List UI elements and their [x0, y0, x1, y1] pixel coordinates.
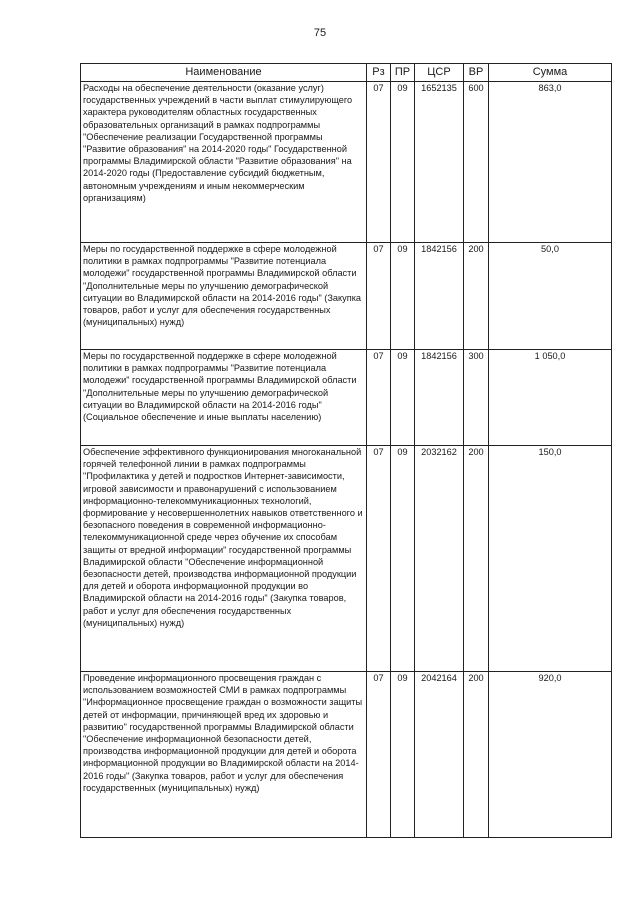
table-header-row [81, 64, 612, 82]
cell-name: Обеспечение эффективного функционирования многоканальной горячей телефонной линии в рамках подпрограммы "Профилактика у детей и подростков Интернет-зависимости, игровой зависимости и правонарушений с использованием информационно-телекоммуникационных технологий, формирование у несовершеннолетних навыков ответственного и безопасного поведения в современной информационно-телекоммуникационной среде через обучение их способам защиты от вредной информации" государственной программы Владимирской области "Обеспечение информационной безопасности детей, производства информационной продукции для детей и оборота информационной продукции во Владимирской области на 2014-2016 годы" (Закупка товаров, работ и услуг для обеспечения государственных (муниципальных) нужд) [81, 446, 367, 672]
table-row [81, 82, 612, 243]
cell-pr: 09 [391, 446, 415, 672]
cell-name: Меры по государственной поддержке в сфере молодежной политики в рамках подпрограммы "Развитие потенциала молодежи" государственной программы Владимирской области "Дополнительные меры по улучшению демографической ситуации во Владимирской области на 2014-2016 годы" (Закупка товаров, работ и услуг для обеспечения государственных (муниципальных) нужд) [81, 243, 367, 350]
header-sum: Сумма [489, 64, 612, 82]
cell-sum: 150,0 [489, 446, 612, 672]
cell-pr: 09 [391, 82, 415, 243]
cell-rz: 07 [367, 243, 391, 350]
header-name: Наименование [81, 64, 367, 82]
table-row [81, 350, 612, 446]
cell-rz: 07 [367, 350, 391, 446]
cell-sum: 1 050,0 [489, 350, 612, 446]
page-number: 75 [313, 27, 327, 39]
cell-csr: 1842156 [415, 243, 464, 350]
cell-vr: 300 [464, 350, 489, 446]
cell-vr: 200 [464, 672, 489, 838]
cell-name: Меры по государственной поддержке в сфере молодежной политики в рамках подпрограммы "Развитие потенциала молодежи" государственной программы Владимирской области "Дополнительные меры по улучшению демографической ситуации во Владимирской области на 2014-2016 годы" (Социальное обеспечение и иные выплаты населению) [81, 350, 367, 446]
table-row [81, 446, 612, 672]
cell-sum: 920,0 [489, 672, 612, 838]
cell-vr: 200 [464, 243, 489, 350]
cell-name: Расходы на обеспечение деятельности (оказание услуг) государственных учреждений в части выплат стимулирующего характера руководителям областных государственных образовательных организаций в рамках подпрограммы "Обеспечение реализации Государственной программы "Развитие образования" на 2014-2020 годы" Государственной программы Владимирской области "Развитие образования" на 2014-2020 годы (Предоставление субсидий бюджетным, автономным учреждениям и иным некоммерческим организациям) [81, 82, 367, 243]
budget-table [80, 63, 612, 838]
cell-pr: 09 [391, 243, 415, 350]
cell-csr: 2032162 [415, 446, 464, 672]
cell-rz: 07 [367, 446, 391, 672]
header-rz: Рз [367, 64, 391, 82]
header-pr: ПР [391, 64, 415, 82]
cell-pr: 09 [391, 350, 415, 446]
table-row [81, 243, 612, 350]
cell-pr: 09 [391, 672, 415, 838]
cell-sum: 863,0 [489, 82, 612, 243]
cell-name: Проведение информационного просвещения граждан с использованием возможностей СМИ в рамках подпрограммы "Информационное просвещение граждан о возможности защиты детей от информации, причиняющей вред их здоровью и развитию" государственной программы Владимирской области "Обеспечение информационной безопасности детей, производства информационной продукции для детей и оборота информационной продукции во Владимирской области на 2014-2016 годы" (Закупка товаров, работ и услуг для обеспечения государственных (муниципальных) нужд) [81, 672, 367, 838]
cell-rz: 07 [367, 672, 391, 838]
cell-rz: 07 [367, 82, 391, 243]
cell-sum: 50,0 [489, 243, 612, 350]
header-csr: ЦСР [415, 64, 464, 82]
cell-vr: 200 [464, 446, 489, 672]
cell-csr: 1842156 [415, 350, 464, 446]
header-vr: ВР [464, 64, 489, 82]
cell-csr: 1652135 [415, 82, 464, 243]
table-row [81, 672, 612, 838]
cell-vr: 600 [464, 82, 489, 243]
cell-csr: 2042164 [415, 672, 464, 838]
